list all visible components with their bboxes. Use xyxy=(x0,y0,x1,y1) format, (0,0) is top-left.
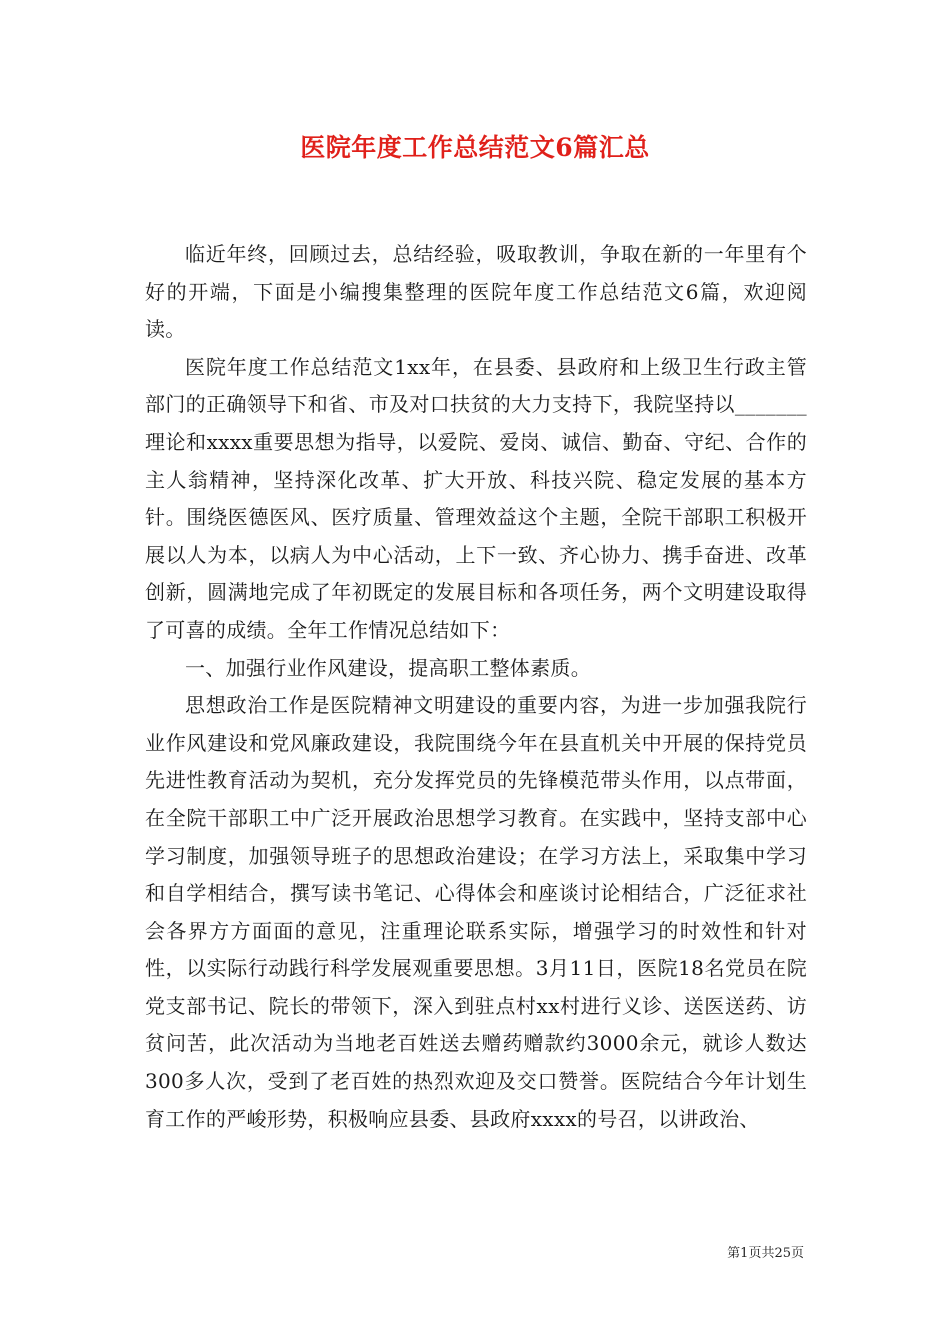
summary-paragraph: 医院年度工作总结范文1xx年，在县委、县政府和上级卫生行政主管部门的正确领导下和省、市及对口扶贫的大力支持下，我院坚持以_______理论和xxxx重要思想为指导，以爱院、爱岗、诚信、勤奋、守纪、合作的主人翁精神，坚持深化改革、扩大开放、科技兴院、稳定发展的基本方针。围绕医德医风、医疗质量、管理效益这个主题，全院干部职工积极开展以人为本，以病人为中心活动，上下一致、齐心协力、携手奋进、改革创新，圆满地完成了年初既定的发展目标和各项任务，两个文明建设取得了可喜的成绩。全年工作情况总结如下： xyxy=(145,354,807,642)
page-number: 第1页共25页 xyxy=(727,1246,804,1261)
document-body xyxy=(145,236,807,1138)
section-paragraph: 思想政治工作是医院精神文明建设的重要内容，为进一步加强我院行业作风建设和党风廉政建设，我院围绕今年在县直机关中开展的保持党员先进性教育活动为契机，充分发挥党员的先锋模范带头作用，以点带面，在全院干部职工中广泛开展政治思想学习教育。在实践中，坚持支部中心学习制度，加强领导班子的思想政治建设；在学习方法上，采取集中学习和自学相结合，撰写读书笔记、心得体会和座谈讨论相结合，广泛征求社会各界方方面面的意见，注重理论联系实际，增强学习的时效性和针对性，以实际行动践行科学发展观重要思想。3月11日，医院18名党员在院党支部书记、院长的带领下，深入到驻点村xx村进行义诊、送医送药、访贫问苦，此次活动为当地老百姓送去赠药赠款约3000余元，就诊人数达300多人次，受到了老百姓的热烈欢迎及交口赞誉。医院结合今年计划生育工作的严峻形势，积极响应县委、县政府xxxx的号召，以讲政治、 xyxy=(145,693,807,1131)
section-heading: 一、加强行业作风建设，提高职工整体素质。 xyxy=(185,655,591,680)
intro-paragraph: 临近年终，回顾过去，总结经验，吸取教训，争取在新的一年里有个好的开端，下面是小编搜集整理的医院年度工作总结范文6篇，欢迎阅读。 xyxy=(145,242,807,342)
document-title: 医院年度工作总结范文6篇汇总 xyxy=(300,133,650,162)
